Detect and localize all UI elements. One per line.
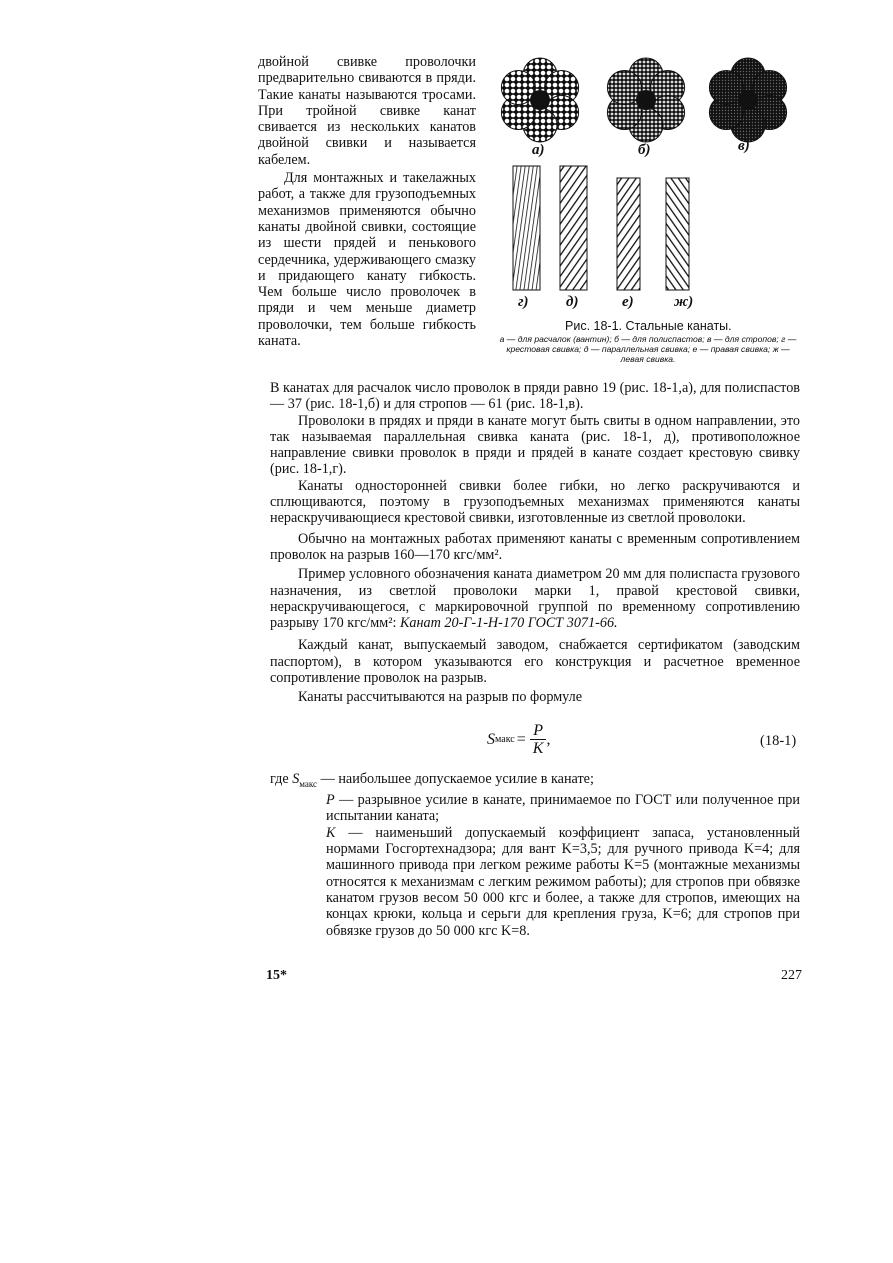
designation-code: Канат 20-Г-1-Н-170 ГОСТ 3071-66. <box>399 615 618 632</box>
definition-symbol: S <box>292 771 300 787</box>
paragraph: Проволоки в прядях и пряди в канате могут быть свиты в одном направлении, это так называемая параллельная свивка каната (рис. 18-1, д), противоположное направление свивки проволок в пряди и прядей в канате создает крестовую свивку (рис. 18-1,г). <box>270 412 800 478</box>
figure-label: а) <box>532 142 545 158</box>
figure-label: г) <box>518 294 529 310</box>
left-text-column <box>258 54 476 349</box>
definition-text: — разрывное усилие в канате, принимаемое по ГОСТ или полученное при испытании каната; <box>326 792 800 825</box>
definition-symbol: K <box>326 824 336 841</box>
definition-subscript: макс <box>299 778 318 789</box>
definition-row <box>270 771 800 792</box>
cross-section-c <box>709 58 786 142</box>
cross-section-b <box>607 58 684 142</box>
paragraph <box>270 566 800 631</box>
paragraph: Для монтажных и такелажных работ, а также для грузоподъемных механизмов применяются обычно канаты двойной свивки, состоящие из шести прядей и пенькового сердечника, удерживающего смазку и придающего канату гибкость. Чем больше число проволочек в пряди и чем меньше диаметр проволочки, тем больше гибкость каната. <box>258 170 476 350</box>
formula-equals: = <box>516 730 526 748</box>
paragraph: Обычно на монтажных работах применяют канаты с временным сопротивлением проволок на разрыв 160—170 кгс/мм². <box>270 530 800 563</box>
rope-cross-lay <box>513 166 540 290</box>
body-text <box>270 380 800 706</box>
cross-section-a <box>501 58 578 142</box>
definition-prefix: где <box>270 771 293 787</box>
definition <box>326 792 800 825</box>
formula-fraction <box>530 722 547 757</box>
paragraph: Канаты рассчитываются на разрыв по формуле <box>298 689 583 706</box>
figure-caption: а — для расчалок (вантин); б — для полиспастов; в — для стропов; г — крестовая свивка; д — параллельная свивка; е — правая свивка; ж — левая свивка. <box>499 334 797 365</box>
figure-label: ж) <box>674 294 694 310</box>
signature-mark: 15* <box>266 968 287 983</box>
page-number: 227 <box>781 968 802 983</box>
formula-numerator: P <box>530 722 546 740</box>
rope-left-lay <box>666 178 689 290</box>
figure-label: д) <box>566 294 579 310</box>
figure-label: б) <box>638 142 651 158</box>
rope-right-lay <box>617 178 640 290</box>
formula-lhs-subscript: макс <box>495 734 515 745</box>
paragraph: Каждый канат, выпускаемый заводом, снабжается сертификатом (заводским паспортом), в котором указываются его конструкция и расчетное временное сопротивление проволок на разрыв. <box>270 637 800 687</box>
designation-example-text: Пример условного обозначения каната диаметром 20 мм для полиспаста грузового назначения, из светлой проволоки марки 1, правой крестовой свивки, нераскручивающегося, с маркировочной группой по временному сопротивлению разрыву 170 кгс/мм²: <box>270 566 800 632</box>
figure-label: в) <box>738 138 750 154</box>
rope-parallel-lay <box>560 166 587 290</box>
definition-text: — наименьший допускаемый коэффициент запаса, установленный нормами Госгортехнадзора; для вант K=3,5; для ручного привода K=4; для машинного привода при легком режиме работы K=5 (монтажные механизмы относятся к механизмам с легким режимом работы); для стропов при обвязке канатом грузов весом 50 000 кгс и более, а также для стропов, имеющих на концах крюки, кольца и серьги для крепления груза, K=6; для стропов при обвязке грузов до 50 000 кгс K=8. <box>326 824 800 939</box>
definition-row <box>270 792 800 825</box>
definition <box>326 825 800 939</box>
paragraph: двойной свивке проволочки предварительно свиваются в пряди. Такие канаты называются тросами. При тройной свивке канат свивается из нескольких канатов двойной свивки и называется кабелем. <box>258 54 476 168</box>
formula-definitions <box>270 771 800 939</box>
rope-illustrations <box>488 54 808 319</box>
formula-denominator: K <box>532 740 544 757</box>
definition <box>270 771 594 792</box>
definition-row <box>270 825 800 939</box>
paragraph: Канаты односторонней свивки более гибки, но легко раскручиваются и сплющиваются, поэтому в грузоподъемных механизмах применяются канаты нераскручивающиеся крестовой свивки, изготовленные из светлой проволоки. <box>270 477 800 527</box>
formula-lhs: S <box>487 730 495 748</box>
formula-18-1 <box>487 722 550 757</box>
formula-tail: , <box>546 730 551 748</box>
equation-number: (18-1) <box>760 733 797 749</box>
definition-text: — наибольшее допускаемое усилие в канате; <box>317 771 594 787</box>
figure-label: е) <box>622 294 634 310</box>
paragraph: В канатах для расчалок число проволок в пряди равно 19 (рис. 18-1,а), для полиспастов — 37 (рис. 18-1,б) и для стропов — 61 (рис. 18-1,в). <box>270 380 800 413</box>
figure-title: Рис. 18-1. Стальные канаты. <box>565 319 732 333</box>
definition-symbol: P <box>326 792 335 809</box>
